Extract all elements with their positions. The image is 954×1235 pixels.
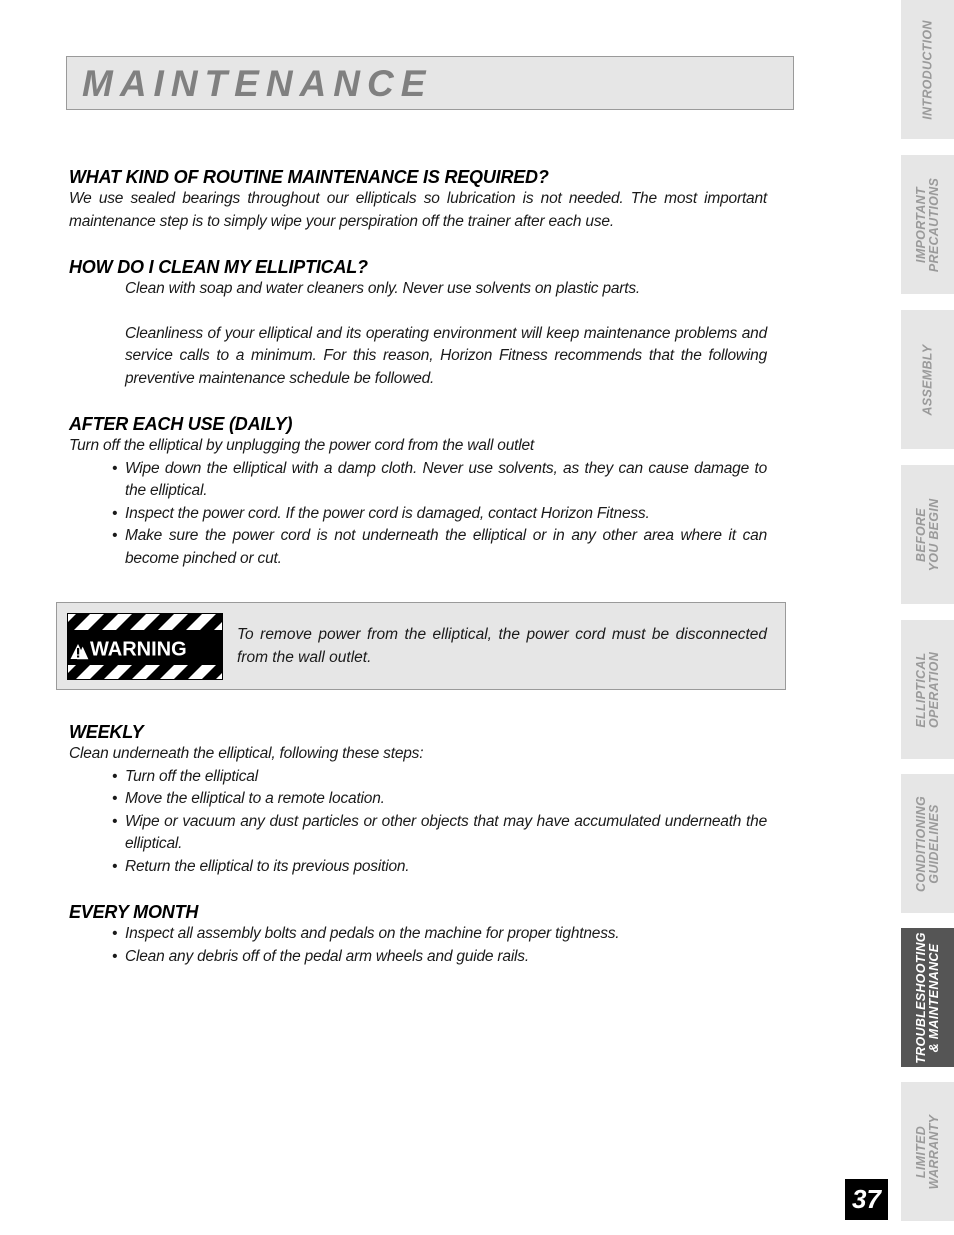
list-item: • Move the elliptical to a remote location. <box>69 788 767 811</box>
list-item: • Wipe down the elliptical with a damp cloth. Never use solvents, as they can cause damage to the elliptical. <box>112 459 767 499</box>
tab-introduction[interactable] <box>901 0 954 139</box>
weekly-list <box>69 766 767 879</box>
bullet-icon: • <box>112 947 118 965</box>
tab-label: CONDITIONING GUIDELINES <box>913 795 941 892</box>
tab-before-you-begin[interactable] <box>901 465 954 604</box>
bullet-icon: • <box>112 504 118 522</box>
warning-sign <box>67 613 223 680</box>
list-item: • Inspect the power cord. If the power cord is damaged, contact Horizon Fitness. <box>69 503 767 526</box>
tab-limited-warranty[interactable] <box>901 1082 954 1221</box>
section-monthly <box>69 901 767 968</box>
list-item: • Return the elliptical to its previous position. <box>69 856 767 879</box>
page-number: 37 <box>845 1179 888 1220</box>
section-heading: WHAT KIND OF ROUTINE MAINTENANCE IS REQUIRED? <box>69 167 549 187</box>
list-item: • Turn off the elliptical <box>69 766 767 789</box>
tab-label: IMPORTANT PRECAUTIONS <box>913 177 941 272</box>
bullet-icon: • <box>112 459 118 477</box>
warning-stripes <box>68 614 223 680</box>
monthly-list <box>69 923 767 968</box>
section-intro: Turn off the elliptical by unplugging the power cord from the wall outlet <box>69 437 535 454</box>
bullet-icon: • <box>112 812 118 830</box>
tab-label: ELLIPTICAL OPERATION <box>913 651 941 728</box>
title-banner <box>66 56 794 110</box>
section-heading: HOW DO I CLEAN MY ELLIPTICAL? <box>69 257 368 277</box>
bullet-icon: • <box>112 925 118 942</box>
section-intro: Clean underneath the elliptical, following these steps: <box>69 745 424 762</box>
bullet-icon: • <box>112 527 118 544</box>
tab-label: ASSEMBLY <box>920 344 934 415</box>
tab-assembly[interactable] <box>901 310 954 449</box>
section-heading: AFTER EACH USE (DAILY) <box>69 414 293 434</box>
section-body: Clean with soap and water cleaners only. Never use solvents on plastic parts. <box>125 280 641 297</box>
tab-conditioning-guidelines[interactable] <box>901 774 954 913</box>
list-item: • Make sure the power cord is not underneath the elliptical or in any other area where it can become pinched or cut. <box>112 527 767 567</box>
daily-list <box>69 458 767 571</box>
section-weekly <box>69 721 767 878</box>
bullet-icon: • <box>112 857 118 875</box>
section-body: We use sealed bearings throughout our ellipticals so lubrication is not needed. The most important maintenance step is to simply wipe your perspiration off the trainer after each use. <box>69 190 767 230</box>
page-title: MAINTENANCE <box>82 63 433 104</box>
section-clean <box>69 256 767 390</box>
section-heading: EVERY MONTH <box>69 902 199 922</box>
main-content <box>69 166 767 968</box>
warning-text: To remove power from the elliptical, the power cord must be disconnected from the wall outlet. <box>237 626 767 666</box>
section-routine <box>69 166 767 233</box>
tab-important-precautions[interactable] <box>901 155 954 294</box>
tab-label: BEFORE YOU BEGIN <box>913 498 941 571</box>
list-item: • Clean any debris off of the pedal arm wheels and guide rails. <box>69 946 767 969</box>
tab-label: TROUBLESHOOTING & MAINTENANCE <box>913 931 941 1064</box>
warning-callout <box>56 602 786 690</box>
section-daily <box>69 413 767 570</box>
tab-label: INTRODUCTION <box>920 19 934 120</box>
tab-elliptical-operation[interactable] <box>901 620 954 759</box>
warning-label: WARNING <box>90 638 187 661</box>
tab-troubleshooting-maintenance[interactable] <box>901 928 954 1067</box>
section-heading: WEEKLY <box>69 722 144 742</box>
list-item: • Wipe or vacuum any dust particles or other objects that may have accumulated underneath the elliptical. <box>112 812 767 852</box>
list-item: • Inspect all assembly bolts and pedals on the machine for proper tightness. <box>69 923 767 946</box>
bullet-icon: • <box>112 767 118 785</box>
tab-label: LIMITED WARRANTY <box>913 1114 941 1189</box>
bullet-icon: • <box>112 790 118 807</box>
section-body: Cleanliness of your elliptical and its operating environment will keep maintenance problems and service calls to a minimum. For this reason, Horizon Fitness recommends that the following preventive maintenance schedule be followed. <box>125 324 767 387</box>
